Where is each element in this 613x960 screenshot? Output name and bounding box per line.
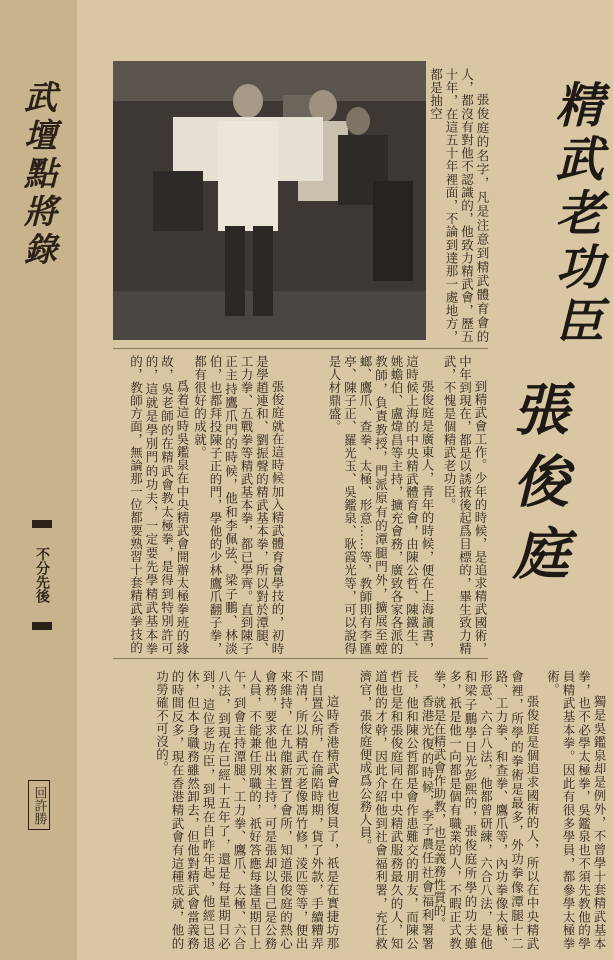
paragraph-2-text: 張俊庭是廣東人，青年的時候，便在上海讀書，這時候上海的中央精武體育會，由陳公哲、陳鐵生、姚蟾伯、盧煒昌等主持，擴充會務，廣致各家各派的教師，負責教授，門派原有的潭腿門外，擴展至螳螂、鷹爪、查拳、太極、形意……等，教師則有李匯亭、陳子正、羅光玉、吳鑑泉、耿霞光等，可以說得是人材鼎盛。 [327, 355, 435, 655]
paragraph-2 [290, 355, 435, 655]
order-tag: 不分先後 [32, 520, 52, 630]
paragraph-8-text: 這時香港精武會也復員了，祇是在實捷坊那間自置公所，在淪陷時期，貨了外款，手續糟弄不清，所以精武元老像馮竹修，淩匹等等，便出來維持，在九龍新置了會所，知道張俊庭的熱心會務，要求他出來主持，可是張却以自己是公務人員，不能兼任別職的，祇好答應每逢星期日上午，到會主持潭腿、工力拳、鷹爪、太極、六合八法，到現在已經十五年了，還是每星期日必到，這位老功臣，到現在自昨年起，他經已退休，但本身職務雖然卸去，但他對精武會當義務的時間反多，現在香港精武會有這種成就，他的功勞確不可沒的。 [154, 670, 340, 950]
paragraph-3 [190, 355, 285, 655]
paragraph-1 [440, 355, 488, 655]
headline: 精武老功臣 [547, 80, 603, 350]
paragraph-6 [432, 670, 540, 950]
paragraph-6-text: 張俊庭是個追求國術的人，所以在中央精武會裡，所學的拳術是最多，外功拳像潭腿十二路、工力拳、和查拳、鷹爪等，內功拳像太極、形意、六合八法，他都曾研練，六合八法，是他和梁子鵬學日光彭熙的，張俊庭所學的功夫雖多，祇是他一向都是個有職業的人，不暇正式教拳，就是在精武會作助教，也是義務性質的。 [432, 670, 540, 950]
column-title: 武壇點將錄 [19, 80, 58, 270]
sidebar [0, 0, 77, 960]
paragraph-4-text: 爲着這時吳鑑泉在中央精武會開辦太極拳班的緣故，吳老師的在精武會教太極拳，是得到特別許可的，這就是學別門的功夫，一定要先學精武基本拳的，教師方面，無論那一位都要熟習十套精武拳技的 [128, 355, 190, 655]
paragraph-7-text: 香港光復的時候，李子農任社會福利署署長，他和陳公哲都是會作患難交的朋友，而陳公哲也是和張俊庭同在中央精武服務最久的人，知道他的才幹，因此介紹他到社會福利署，充任救濟官，張俊庭便成爲公務人員。 [358, 670, 435, 950]
paragraph-4 [115, 355, 190, 655]
author-name: 回許勝 [28, 780, 50, 830]
photo-demonstration [113, 61, 426, 340]
paragraph-7 [345, 670, 435, 950]
subject-name: 張俊庭 [504, 380, 570, 596]
divider-top [113, 348, 488, 349]
intro-text: 張俊庭的名字，凡是注意到精武體育會的人，都沒有對他不認識的，他致力精武會，歷五十年，在這五十年裡面，不論到達那一處地方，都是抽空 [428, 68, 490, 343]
paragraph-5-text: 獨是吳鑑泉却是例外，不曾學十套精武基本拳，也不必學太極拳，吳鑑泉也不須先教他的學員精武基本拳。因此有很多學員，都參學太極拳術。 [545, 670, 607, 950]
paragraph-3-text: 張俊庭就在這時候加入精武體育會學技的，初時是學趙連和、劉振聲的精武基本拳，所以對於潭腿、工力拳、五戰拳等精武基本拳，都已學齊。直到陳子正主持鷹爪門的時候，他和李佩弦、梁子鵬、林淡伯，也都拜投陳子正的門，學他的少林鷹爪翻子拳，都有很好的成就。 [192, 355, 285, 655]
paragraph-1-text: 到精武會工作。少年的時候，是追求精武國術，中年到現在，都是以誘掖後起爲目標的，畢生致力精武，不愧是個精武老功臣。 [442, 355, 488, 655]
divider-middle [113, 658, 488, 659]
intro-paragraph [428, 68, 490, 343]
paragraph-5 [545, 670, 607, 950]
paragraph-8 [115, 670, 340, 950]
